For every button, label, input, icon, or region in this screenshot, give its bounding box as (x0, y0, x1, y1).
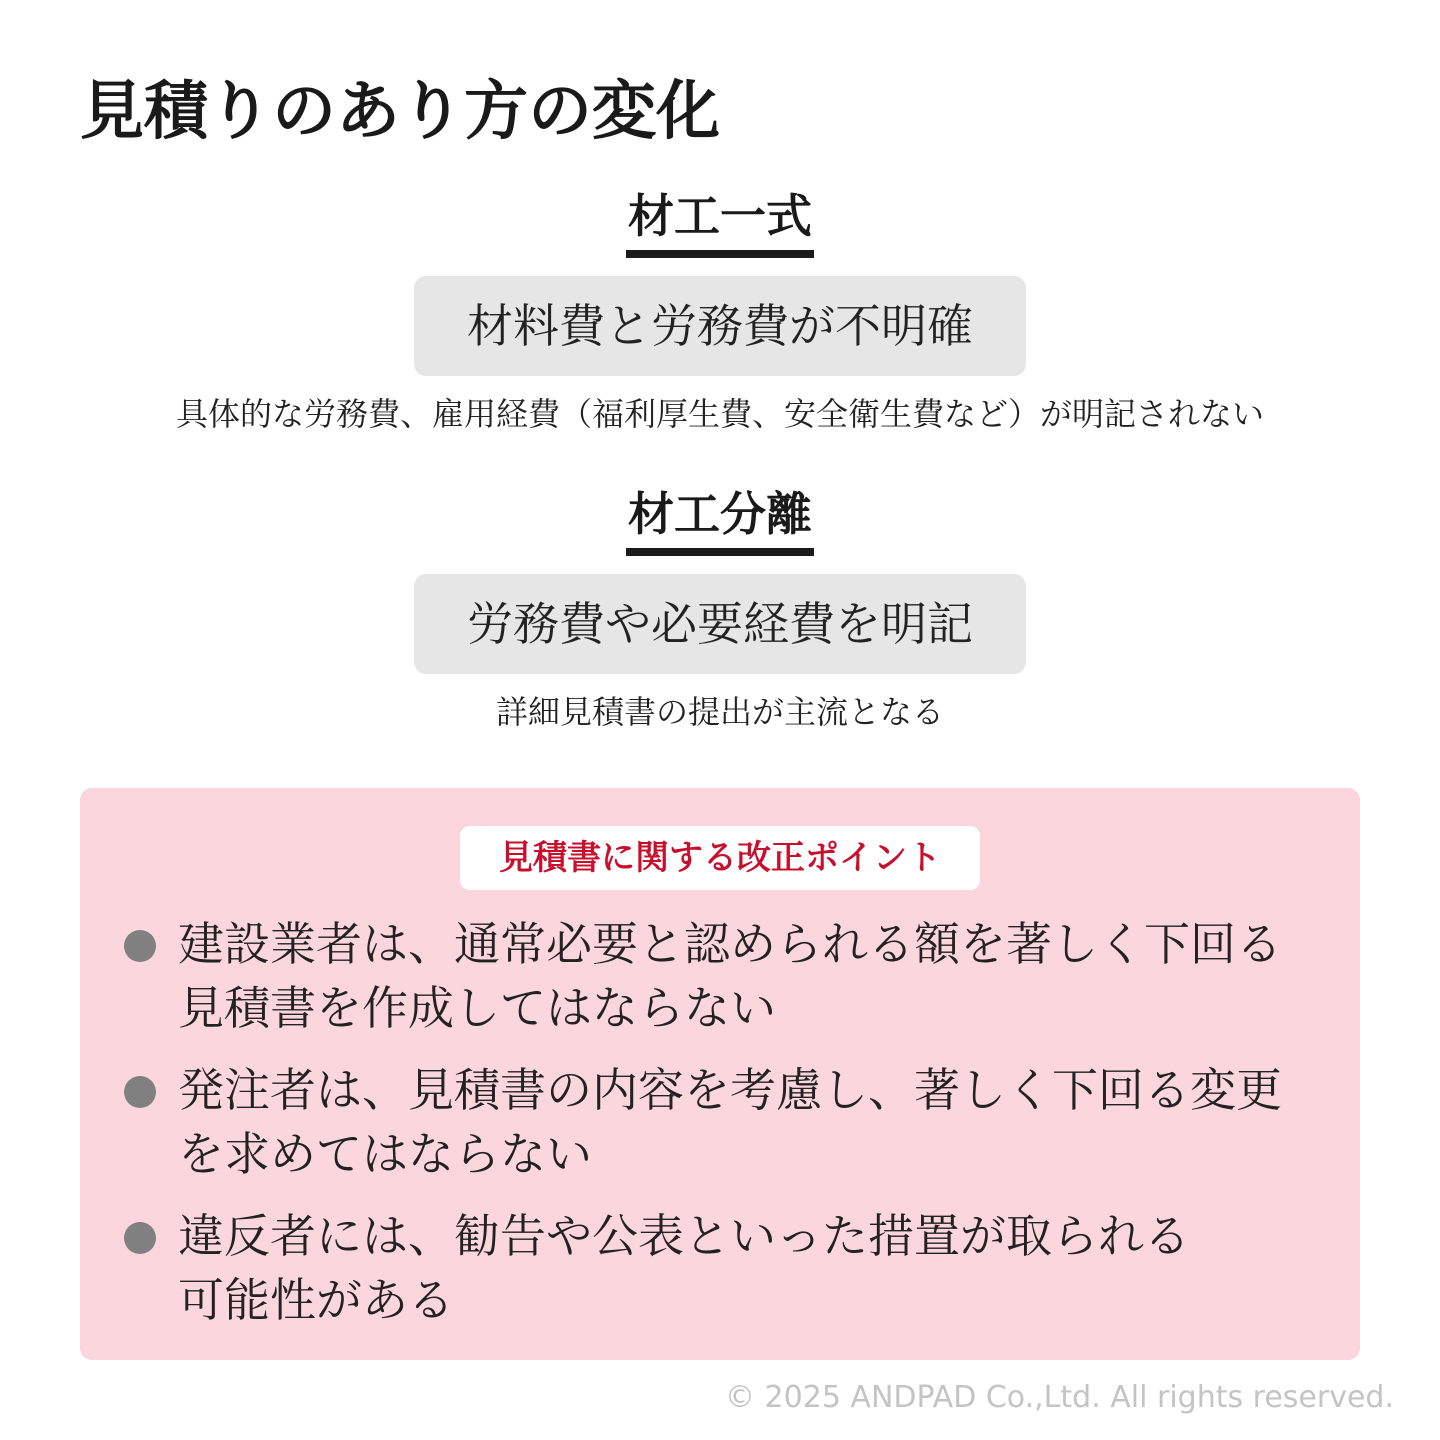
bullet-icon (124, 1076, 156, 1108)
section-bundled-estimate (0, 186, 1440, 438)
section-note: 具体的な労務費、雇用経費（福利厚生費、安全衛生費など）が明記されない (175, 395, 1264, 433)
list-item-line: 発注者は、見積書の内容を考慮し、著しく下回る変更 (178, 1063, 1282, 1117)
list-item (124, 1058, 1324, 1186)
section-separated-estimate (0, 484, 1440, 736)
copyright-notice: © 2025 ANDPAD Co.,Ltd. All rights reserved. (725, 1380, 1394, 1415)
page-title: 見積りのあり方の変化 (80, 75, 720, 149)
summary-box: 材料費と労務費が不明確 (414, 276, 1026, 376)
bullet-icon (124, 1222, 156, 1254)
revision-points-panel (80, 788, 1360, 1360)
bullet-icon (124, 930, 156, 962)
summary-box: 労務費や必要経費を明記 (414, 574, 1026, 674)
revision-points-list (124, 912, 1324, 1350)
section-heading: 材工分離 (626, 484, 814, 556)
revision-points-label: 見積書に関する改正ポイント (460, 826, 980, 890)
section-note: 詳細見積書の提出が主流となる (495, 693, 944, 731)
list-item (124, 1204, 1324, 1332)
list-item-line: 見積書を作成してはならない (178, 981, 776, 1035)
list-item (124, 912, 1324, 1040)
list-item-line: 可能性がある (178, 1273, 454, 1327)
list-item-line: 違反者には、勧告や公表といった措置が取られる (178, 1209, 1190, 1263)
list-item-line: を求めてはならない (178, 1127, 592, 1181)
section-heading: 材工一式 (626, 186, 814, 258)
list-item-line: 建設業者は、通常必要と認められる額を著しく下回る (178, 917, 1282, 971)
